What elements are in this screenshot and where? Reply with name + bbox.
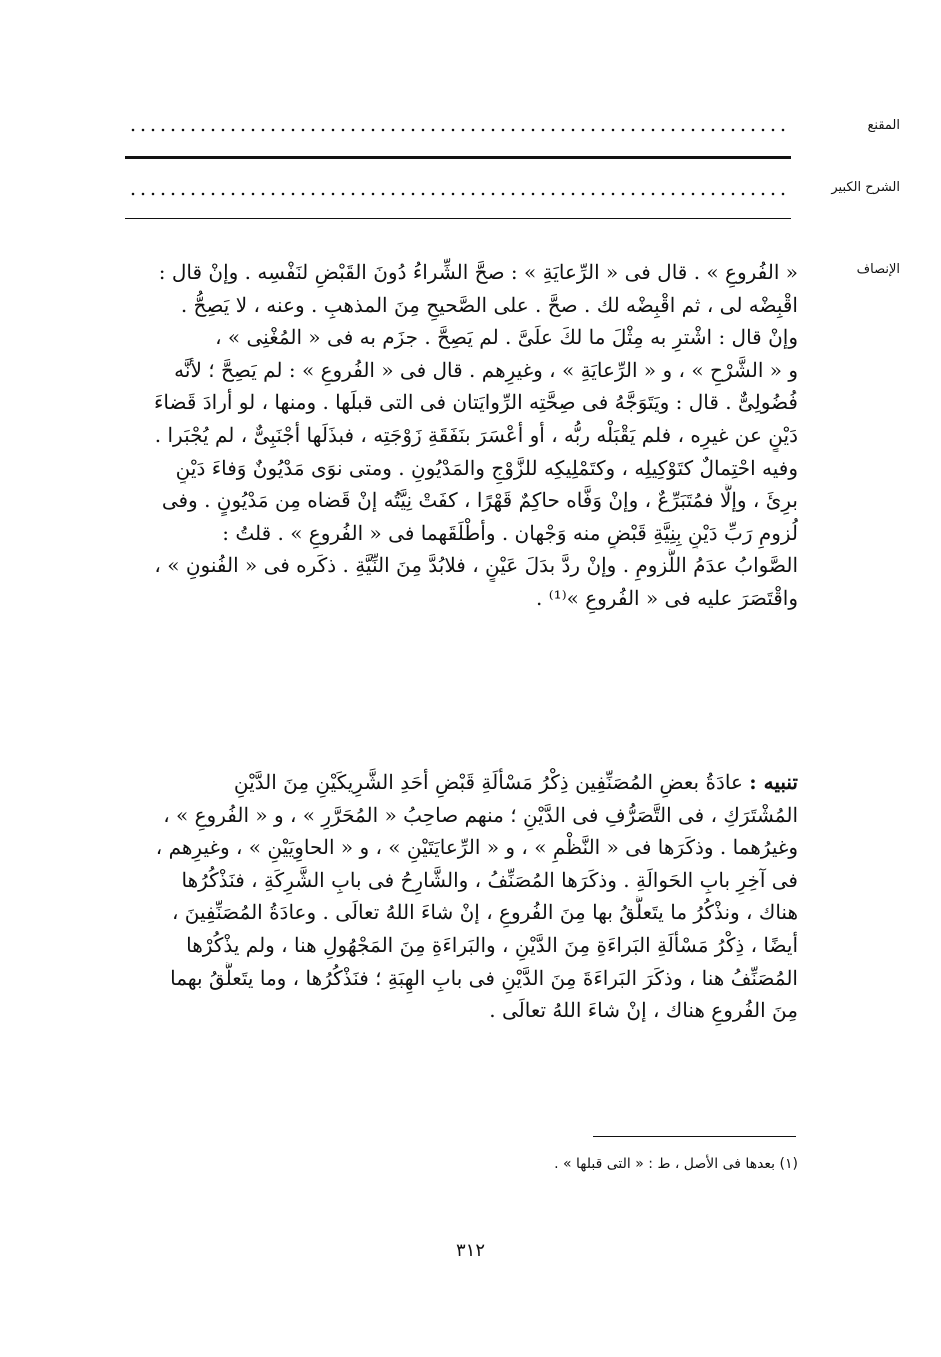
insaf-line: وإنْ قال : اشْترِ به مِثْلَ ما لكَ علَىَّ . لم يَصِحَّ . جزَم به فى « المُغْنِى » ، bbox=[215, 325, 798, 350]
muqni-dotted-line bbox=[128, 128, 788, 132]
insaf-line: فُضُولِىٌّ . قال : ويَتَوَجَّهُ فى صِحَّتِه الرِّوايَتان فى التى قبلَها . ومنها ، لو أرادَ قَضاءَ bbox=[154, 390, 798, 415]
insaf-line: برِئَ ، وإلَّا فمُتَبَرِّعٌ ، وإنْ وَفَّاه حاكِمٌ قَهْرًا ، كفَتْ نِيَّتُه إنْ قَضاه مِن مَدْيُونٍ . وفى bbox=[161, 488, 798, 513]
tanbih-line: المُشْتَرَكِ ، فى التَّصَرُّفِ فى الدَّيْنِ ؛ منهم صاحِبُ « المُحَرَّرِ » ، و « الفُروعِ » ، bbox=[163, 802, 798, 827]
insaf-text bbox=[130, 256, 798, 615]
page-number: ٣١٢ bbox=[455, 1240, 485, 1261]
insaf-line: « الفُروعِ » . قال فى « الرِّعايَةِ » : صحَّ الشِّراءُ دُونَ القَبْضِ لنَفْسِه . وإنْ قال : bbox=[158, 260, 798, 284]
label-insaf: الإنصاف bbox=[856, 262, 900, 277]
label-sharh: الشرح الكبير bbox=[831, 180, 900, 195]
tanbih-line: وغيرُهما . وذكَرَها فى « النَّظْمِ » ، و « الرِّعايَتَيْنِ » ، و « الحاوِيَيْنِ » ، وغيرِهم ، bbox=[155, 835, 798, 860]
tanbih-line: فى آخِرِ بابِ الحَوالَةِ . وذكَرَها المُصَنِّفُ ، والشَّارِحُ فى بابِ الشَّرِكَةِ ، فنَذْكُرُها bbox=[181, 867, 798, 892]
sharh-dotted-line bbox=[128, 192, 788, 196]
tanbih-line: عادَةُ بعضِ المُصَنِّفِين ذِكْرُ مَسْألَةِ قَبْضِ أحَدِ الشَّرِيكَيْنِ مِنَ الدَّيْنِ bbox=[233, 770, 743, 794]
insaf-line: دَيْنٍ عن غيرِه ، فلم يَقْبَلْه ربُّه ، أو أعْسَرَ بنَفَقَةِ زَوْجَتِه ، فبذَلَها أجْنَبِىٌّ ، لم يُجْبَرا . bbox=[154, 422, 798, 447]
tanbih-text bbox=[130, 766, 798, 1027]
label-muqni: المقنع bbox=[867, 118, 900, 133]
footnote: (١) بعدها فى الأصل ، ط : « التى قبلها » . bbox=[554, 1156, 798, 1172]
footnote-rule bbox=[593, 1136, 796, 1137]
tanbih-line: المُصَنِّفُ هنا ، وذكَرَ البَراءَةَ مِنَ الدَّيْنِ فى بابِ الهِبَةِ ؛ فنَذْكُرُها ، وما يتَعلَّقُ بهما bbox=[170, 965, 798, 990]
tanbih-line: أيضًا ، ذِكْرُ مَسْألَةِ البَراءَةِ مِنَ الدَّيْنِ ، والبَراءَةِ مِنَ المَجْهُولِ هنا ، ولم يذْكُرْها bbox=[186, 932, 798, 957]
insaf-line: وفيه احْتِمالٌ كتَوْكِيلِه ، وكتَمْلِيكِه للزَّوْجِ والمَدْيُونِ . ومتى نوَى مَدْيُونٌ وَفاءَ دَيْنٍ bbox=[175, 455, 798, 480]
insaf-line: و « الشَّرْحِ » ، و « الرِّعايَةِ » ، وغيرِهم . قال فى « الفُروعِ » : لم يَصِحَّ ؛ لأنَّه bbox=[174, 357, 798, 382]
tanbih-first-line bbox=[130, 766, 798, 799]
header-thick-rule bbox=[125, 156, 791, 159]
tanbih-line: هناك ، ونذْكُرُ ما يتَعلَّقُ بها مِنَ الفُروعِ ، إنْ شاءَ اللهُ تعالَى . وعادَةُ المُصَنِّفِينَ ، bbox=[171, 900, 798, 925]
tanbih-heading: تنبيه : bbox=[749, 770, 798, 794]
insaf-line: الصَّوابُ عدَمُ اللُّزومِ . وإنْ ردَّ بدَلَ عَيْنٍ ، فلابُدَّ مِنَ النِّيَّةِ . ذكَره فى « الفُنونِ » ، bbox=[154, 553, 798, 578]
insaf-line: اقْبِضْه لى ، ثم اقْبِضْه لك . صحَّ . على الصَّحيحِ مِنَ المذهبِ . وعنه ، لا يَصِحُّ . bbox=[180, 292, 798, 317]
header-thin-rule bbox=[125, 218, 791, 219]
tanbih-line: مِنَ الفُروعِ هناك ، إنْ شاءَ اللهُ تعالَى . bbox=[489, 998, 798, 1023]
insaf-line: لُزومِ رَبِّ دَيْنٍ بِنِيَّةِ قَبْضٍ منه وَجْهان . وأطْلَقَهما فى « الفُروعِ » . قلتُ : bbox=[222, 520, 798, 545]
insaf-line: واقْتَصَرَ عليه فى « الفُروعِ »⁽¹⁾ . bbox=[536, 585, 798, 610]
